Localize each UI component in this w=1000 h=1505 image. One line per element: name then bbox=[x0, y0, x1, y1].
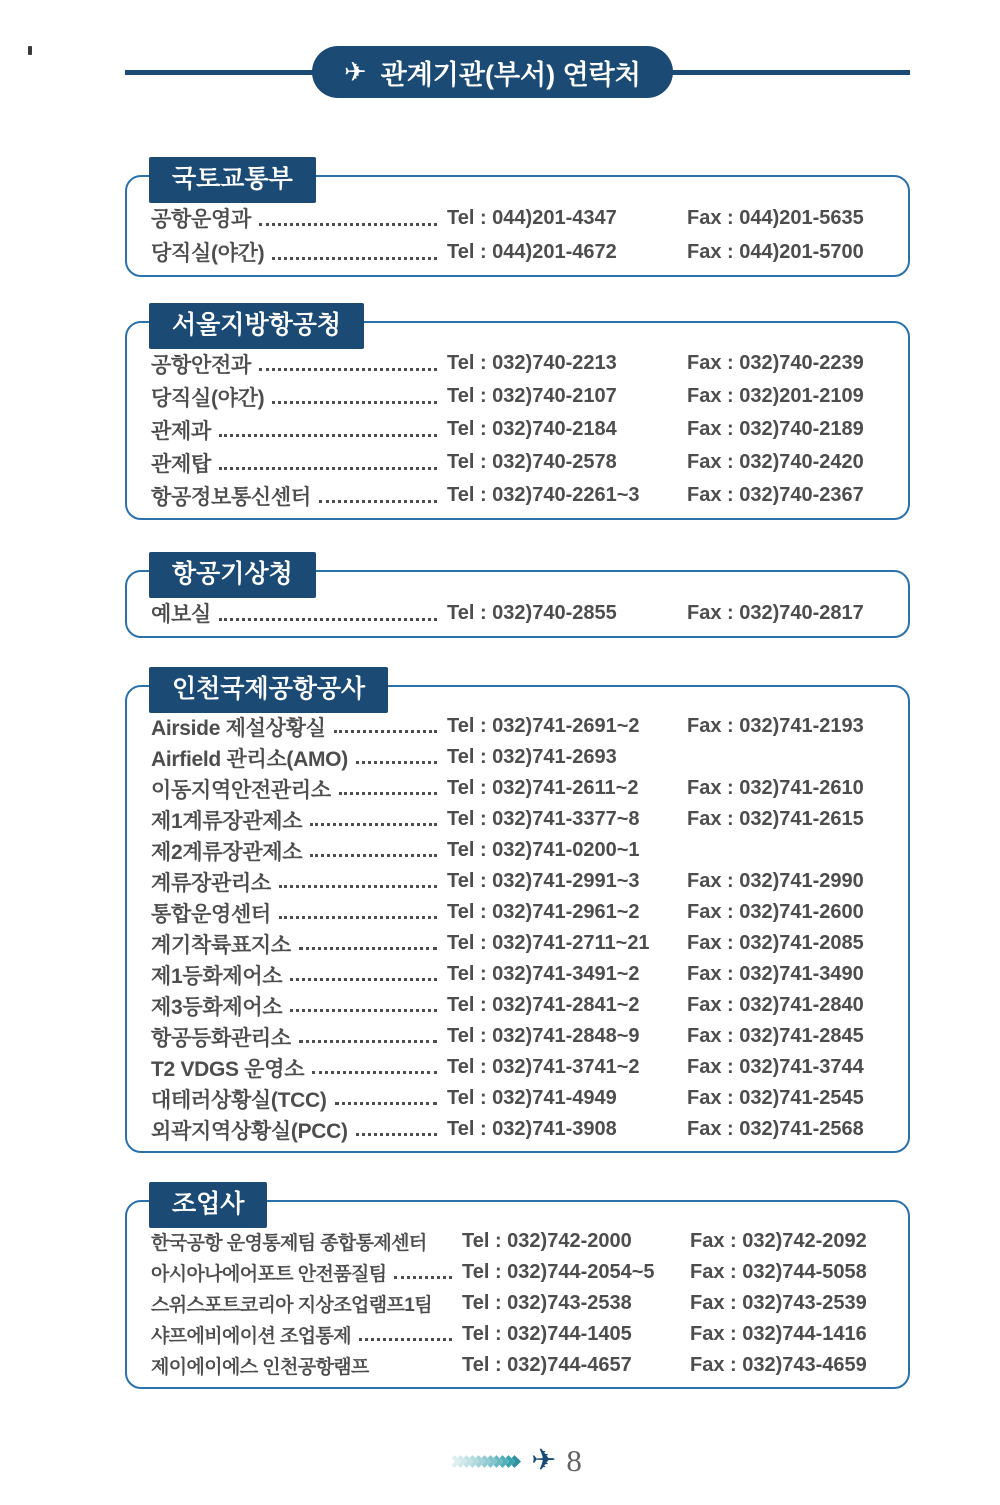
contact-label: 샤프에비에이션 조업통제 bbox=[151, 1326, 351, 1347]
tel-number: Tel : 032)740-2578 bbox=[447, 451, 617, 473]
leader-dots bbox=[219, 434, 437, 437]
fax-number: Fax : 032)741-2085 bbox=[687, 932, 864, 954]
tel-number: Tel : 032)741-3741~2 bbox=[447, 1056, 640, 1078]
contact-label: 항공등화관리소 bbox=[151, 1026, 291, 1050]
tel-number: Tel : 044)201-4347 bbox=[447, 206, 617, 229]
footer-chevrons bbox=[453, 1457, 519, 1466]
page-footer bbox=[125, 1443, 910, 1479]
section-header: 서울지방항공청 bbox=[149, 303, 364, 349]
fax-number: Fax : 044)201-5700 bbox=[687, 240, 864, 263]
contact-label: 공항안전과 bbox=[151, 353, 251, 377]
contact-row bbox=[151, 1052, 890, 1083]
tel-number: Tel : 032)743-2538 bbox=[462, 1292, 632, 1314]
fax-number: Fax : 032)741-3744 bbox=[687, 1056, 864, 1078]
fax-number: Fax : 032)741-2990 bbox=[687, 870, 864, 892]
contact-label: 계기착륙표지소 bbox=[151, 933, 291, 957]
contact-label: 외곽지역상황실(PCC) bbox=[151, 1119, 348, 1143]
contact-row bbox=[151, 804, 890, 835]
contact-label: Airfield 관리소(AMO) bbox=[151, 747, 348, 771]
contact-label: 관제탑 bbox=[151, 452, 211, 476]
tel-number: Tel : 032)740-2855 bbox=[447, 601, 617, 624]
fax-number: Fax : 032)740-2420 bbox=[687, 451, 864, 473]
fax-number: Fax : 032)744-5058 bbox=[690, 1261, 867, 1283]
leader-dots bbox=[310, 823, 437, 826]
tel-number: Tel : 032)744-1405 bbox=[462, 1323, 632, 1345]
fax-number: Fax : 032)741-2193 bbox=[687, 715, 864, 737]
leader-dots bbox=[339, 792, 437, 795]
tel-number: Tel : 032)740-2184 bbox=[447, 418, 617, 440]
contact-row bbox=[151, 711, 890, 742]
contact-label: 제2계류장관제소 bbox=[151, 840, 303, 864]
fax-number: Fax : 032)741-2610 bbox=[687, 777, 864, 799]
tel-number: Tel : 032)742-2000 bbox=[462, 1230, 632, 1252]
contact-label: Airside 제설상황실 bbox=[151, 716, 326, 740]
fax-number: Fax : 032)741-2840 bbox=[687, 994, 864, 1016]
fax-number: Fax : 032)741-2568 bbox=[687, 1118, 864, 1140]
contact-row bbox=[151, 866, 890, 897]
page-number: 8 bbox=[566, 1443, 582, 1478]
contact-row bbox=[151, 347, 890, 380]
leader-dots bbox=[290, 978, 437, 981]
page bbox=[125, 46, 910, 1479]
leader-dots bbox=[359, 1338, 452, 1341]
section-header: 인천국제공항공사 bbox=[149, 667, 388, 713]
leader-dots bbox=[299, 947, 437, 950]
contact-row bbox=[151, 897, 890, 928]
tel-number: Tel : 032)741-0200~1 bbox=[447, 839, 640, 861]
contact-row bbox=[151, 1083, 890, 1114]
section-header: 항공기상청 bbox=[149, 552, 316, 598]
fax-number: Fax : 032)741-3490 bbox=[687, 963, 864, 985]
tel-number: Tel : 032)740-2261~3 bbox=[447, 484, 640, 506]
contact-label: 계류장관리소 bbox=[151, 871, 271, 895]
contact-label: 항공정보통신센터 bbox=[151, 485, 311, 509]
section-card-incheon-airport bbox=[125, 675, 910, 1153]
tel-number: Tel : 032)740-2107 bbox=[447, 385, 617, 407]
contact-row bbox=[151, 959, 890, 990]
contact-label: 아시아나에어포트 안전품질팀 bbox=[151, 1264, 387, 1285]
title-banner bbox=[125, 46, 910, 98]
contact-label: 공항운영과 bbox=[151, 208, 251, 231]
contact-row bbox=[151, 773, 890, 804]
contact-label: 당직실(야간) bbox=[151, 386, 265, 410]
fax-number: Fax : 032)740-2239 bbox=[687, 352, 864, 374]
tel-number: Tel : 032)741-3908 bbox=[447, 1118, 617, 1140]
contact-label: 통합운영센터 bbox=[151, 902, 271, 926]
fax-number: Fax : 044)201-5635 bbox=[687, 206, 864, 229]
leader-dots bbox=[279, 885, 437, 888]
leader-dots bbox=[219, 467, 437, 470]
leader-dots bbox=[310, 854, 437, 857]
contact-row bbox=[151, 1021, 890, 1052]
fax-number: Fax : 032)741-2600 bbox=[687, 901, 864, 923]
contact-label: 이동지역안전관리소 bbox=[151, 778, 331, 802]
contact-row bbox=[151, 1114, 890, 1145]
contact-row bbox=[151, 1226, 890, 1257]
tel-number: Tel : 032)741-2691~2 bbox=[447, 715, 640, 737]
leader-dots bbox=[272, 257, 437, 260]
contact-label: 예보실 bbox=[151, 603, 211, 626]
contact-row bbox=[151, 479, 890, 512]
contact-label: 제1등화제어소 bbox=[151, 964, 283, 988]
tel-number: Tel : 032)741-2848~9 bbox=[447, 1025, 640, 1047]
contact-row bbox=[151, 1350, 890, 1381]
contact-row bbox=[151, 990, 890, 1021]
fax-number: Fax : 032)741-2845 bbox=[687, 1025, 864, 1047]
leader-dots bbox=[259, 368, 437, 371]
tel-number: Tel : 032)741-2961~2 bbox=[447, 901, 640, 923]
leader-dots bbox=[356, 761, 437, 764]
contact-row bbox=[151, 596, 890, 630]
contact-row bbox=[151, 928, 890, 959]
tel-number: Tel : 032)741-2841~2 bbox=[447, 994, 640, 1016]
leader-dots bbox=[312, 1071, 437, 1074]
contact-label: 당직실(야간) bbox=[151, 242, 265, 265]
contact-row bbox=[151, 201, 890, 235]
airplane-icon: ✈ bbox=[344, 56, 367, 87]
fax-number: Fax : 032)740-2367 bbox=[687, 484, 864, 506]
tel-number: Tel : 032)741-2991~3 bbox=[447, 870, 640, 892]
page-title bbox=[312, 46, 673, 98]
contact-label: 제3등화제어소 bbox=[151, 995, 283, 1019]
tel-number: Tel : 032)741-2611~2 bbox=[447, 777, 639, 799]
section-card-seoul-aviation bbox=[125, 311, 910, 520]
fax-number: Fax : 032)740-2817 bbox=[687, 601, 864, 624]
leader-dots bbox=[259, 223, 437, 226]
fax-number: Fax : 032)742-2092 bbox=[690, 1230, 867, 1252]
contact-label: 관제과 bbox=[151, 419, 211, 443]
contact-row bbox=[151, 742, 890, 773]
leader-dots bbox=[356, 1133, 437, 1136]
fax-number: Fax : 032)741-2545 bbox=[687, 1087, 864, 1109]
fax-number: Fax : 032)743-4659 bbox=[690, 1354, 867, 1376]
contact-row bbox=[151, 446, 890, 479]
tel-number: Tel : 032)741-4949 bbox=[447, 1087, 617, 1109]
leader-dots bbox=[334, 730, 437, 733]
fax-number: Fax : 032)201-2109 bbox=[687, 385, 864, 407]
contact-row bbox=[151, 380, 890, 413]
leader-dots bbox=[394, 1276, 452, 1279]
tel-number: Tel : 044)201-4672 bbox=[447, 240, 617, 263]
tel-number: Tel : 032)741-3377~8 bbox=[447, 808, 640, 830]
fax-number: Fax : 032)743-2539 bbox=[690, 1292, 867, 1314]
airplane-icon: ✈ bbox=[531, 1444, 557, 1477]
leader-dots bbox=[335, 1102, 437, 1105]
leader-dots bbox=[290, 1009, 437, 1012]
tel-number: Tel : 032)741-3491~2 bbox=[447, 963, 640, 985]
contact-row bbox=[151, 835, 890, 866]
contact-label: 한국공항 운영통제팀 종합통제센터 bbox=[151, 1233, 427, 1254]
corner-mark bbox=[28, 46, 32, 55]
tel-number: Tel : 032)741-2711~21 bbox=[447, 932, 650, 954]
section-card-aviation-weather bbox=[125, 560, 910, 638]
tel-number: Tel : 032)744-2054~5 bbox=[462, 1261, 655, 1283]
fax-number: Fax : 032)744-1416 bbox=[690, 1323, 867, 1345]
fax-number: Fax : 032)740-2189 bbox=[687, 418, 864, 440]
tel-number: Tel : 032)740-2213 bbox=[447, 352, 617, 374]
tel-number: Tel : 032)741-2693 bbox=[447, 746, 617, 768]
fax-number: Fax : 032)741-2615 bbox=[687, 808, 864, 830]
contact-row bbox=[151, 413, 890, 446]
contact-label: 제이에이에스 인천공항램프 bbox=[151, 1357, 369, 1378]
section-card-molit bbox=[125, 165, 910, 277]
contact-row bbox=[151, 1319, 890, 1350]
contact-row bbox=[151, 1288, 890, 1319]
leader-dots bbox=[299, 1040, 437, 1043]
contact-label: T2 VDGS 운영소 bbox=[151, 1057, 305, 1081]
tel-number: Tel : 032)744-4657 bbox=[462, 1354, 632, 1376]
leader-dots bbox=[279, 916, 437, 919]
section-card-ground-handlers bbox=[125, 1190, 910, 1389]
leader-dots bbox=[272, 401, 437, 404]
leader-dots bbox=[319, 500, 437, 503]
contact-row bbox=[151, 1257, 890, 1288]
contact-label: 제1계류장관제소 bbox=[151, 809, 303, 833]
contact-row bbox=[151, 235, 890, 269]
contact-label: 대테러상황실(TCC) bbox=[151, 1088, 327, 1112]
section-header: 국토교통부 bbox=[149, 157, 316, 203]
page-title-text: 관계기관(부서) 연락처 bbox=[380, 59, 641, 90]
section-header: 조업사 bbox=[149, 1182, 267, 1228]
contact-label: 스위스포트코리아 지상조업램프1팀 bbox=[151, 1295, 432, 1316]
leader-dots bbox=[219, 618, 437, 621]
